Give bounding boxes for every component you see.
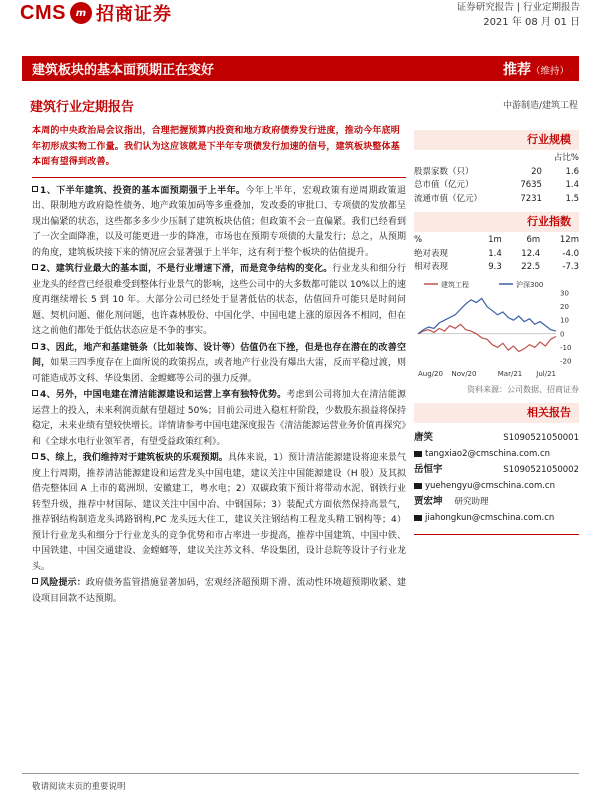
bullet-square-icon: [32, 264, 38, 270]
analyst-name: 贾宏坤: [414, 496, 443, 507]
bullet-square-icon: [32, 186, 38, 192]
row-label: 绝对表现: [414, 248, 449, 259]
paragraph-number: 3、: [40, 342, 56, 353]
analyst-email[interactable]: jiahongkun@cmschina.com.cn: [425, 513, 555, 523]
column-header: 6m: [526, 235, 541, 245]
industry-scale-table: [414, 152, 579, 206]
x-tick-label: Mar/21: [497, 369, 523, 378]
risk-lead: 风险提示：: [40, 578, 86, 588]
paragraph-5: [32, 451, 406, 575]
analyst-entry: [414, 430, 579, 462]
cell: 22.5: [521, 262, 541, 272]
x-tick-label: Nov/20: [451, 369, 477, 378]
legend-label: 建筑工程: [441, 280, 469, 289]
analyst-id: S1090521050001: [503, 433, 579, 443]
bullet-square-icon: [32, 578, 38, 584]
cell: -4.0: [562, 248, 579, 259]
analyst-email-row: [414, 510, 579, 526]
x-tick-label: Jul/21: [536, 369, 556, 378]
y-tick-label: -20: [560, 357, 572, 365]
industry-index-heading: 行业指数: [414, 212, 579, 232]
analyst-name: 岳恒宇: [414, 464, 443, 475]
paragraph-body: 具体来说，1）预计清洁能源建设将迎来景气度上行周期，推荐清洁能源建设和运营龙头中国电建，建议关注中国能源建设（H 股）及其拟借壳整体回 A 上市的葛洲坝、安徽建工，粤水电；2）双碳政策下预计将带动水泥、钢铁行业转型升级，推荐中材国际、建议关注中国中冶、中钢国际；3）装配式方面依然保持高景气，推荐钢结构制造龙头鸿路钢构,PC 龙头远大住工，建议关注钢结构工程龙头精工钢构等；4）预计行业龙头和细分于行业龙头的竞争优势和市占率进一步提高，推荐中国建筑、中国中铁、中国铁建、中国交通建设、金螳螂等，建议关注苏文科、华设集团，设计总院等设计子行业龙头。: [32, 453, 406, 572]
index-performance-chart: [414, 277, 579, 380]
paragraph-1: [32, 184, 406, 262]
table-row: [414, 248, 579, 262]
footer-divider: [22, 773, 579, 774]
paragraph-number: 5、: [40, 453, 56, 463]
paragraph-number: 2、: [40, 264, 56, 274]
report-body: [32, 124, 406, 608]
table-row: [414, 234, 579, 248]
sector-label: 中游制造/建筑工程: [502, 101, 578, 111]
row-label: 股票家数（只）: [414, 166, 474, 177]
row-pct: 1.5: [565, 193, 579, 204]
rating-value: 推荐: [502, 61, 531, 78]
email-icon: [414, 483, 422, 489]
rating: [503, 59, 569, 79]
abstract: 本周的中央政治局会议指出，合理把握预算内投资和地方政府债券发行进度，推动今年底明年初形成实物工作量。我们认为这应该就是下半年专项债发行加速的信号，建筑板块整体基本面有望得到改善。: [32, 124, 406, 178]
analyst-email[interactable]: tangxiao2@cmschina.com.cn: [425, 449, 551, 459]
logo-text: CMS: [20, 1, 66, 24]
industry-scale-heading: 行业规模: [414, 130, 579, 150]
report-type: 证券研究报告 | 行业定期报告: [456, 2, 580, 13]
column-header: 占比%: [553, 153, 579, 163]
paragraph-3: [32, 341, 406, 388]
series-line-建筑工程: [418, 324, 556, 351]
cell: 9.3: [488, 262, 502, 272]
table-row: [414, 166, 579, 180]
paragraph-number: 4、: [40, 390, 56, 400]
analyst-email-row: [414, 446, 579, 462]
paragraph-lead: 下半年建筑、投资的基本面预期强于上半年。: [56, 185, 246, 196]
paragraph-number: 1、: [40, 185, 57, 196]
footer-note: 敬请阅读末页的重要说明: [32, 782, 126, 792]
paragraph-lead: 另外，中国电建在清洁能源建设和运营上享有独特优势。: [55, 390, 287, 400]
company-logo: [20, 0, 172, 26]
bullet-square-icon: [32, 453, 38, 459]
bullet-square-icon: [32, 343, 38, 349]
analyst-id: S1090521050002: [503, 465, 579, 475]
logo-badge-icon: m: [70, 2, 92, 24]
analyst-header: [414, 494, 579, 510]
row-value: 7635: [520, 180, 542, 190]
row-value: 7231: [520, 193, 542, 204]
cell: 12.4: [521, 248, 541, 259]
analysts: [414, 430, 579, 535]
paragraph-4: [32, 388, 406, 450]
paragraph-body: 如果三四季度存在上面所说的政策拐点，或者地产行业没有爆出大雷，反而平稳过渡，则可能造成苏文科、华设集团、金螳螂等公司的强力反弹。: [32, 358, 406, 384]
analyst-id: 研究助理: [454, 497, 489, 507]
row-pct: 1.6: [565, 166, 579, 177]
y-tick-label: 30: [560, 289, 569, 297]
analyst-name: 唐笑: [414, 432, 434, 443]
column-header: 12m: [559, 235, 579, 245]
cell: 1.4: [488, 248, 502, 259]
table-row: [414, 152, 579, 166]
legend-label: 沪深300: [516, 280, 544, 289]
paragraph-body: 今年上半年，宏观政策有逆周期政策退出、限制地方政府隐性债务、地产政策加码等多重叠加，发改委的审批口、专项债的发放都呈现出偏紧的状态，这些都多多少少压制了建筑板块估值；但政策不会一直偏紧。我们已经看到了一次全面降准，以及可能更进一步的降准，市场也在预期专项债的大量发行；总之，从预期的角度，建筑板块接下来的情况应会显著强于上半年，这有利于整个板块的估值提升。: [32, 185, 406, 258]
column-header: %: [414, 235, 423, 245]
divider: [414, 534, 579, 535]
email-icon: [414, 515, 422, 521]
y-tick-label: 10: [560, 316, 569, 325]
table-row: [414, 179, 579, 193]
email-icon: [414, 451, 422, 457]
analyst-header: [414, 462, 579, 478]
chart-source: 资料来源：公司数据、招商证券: [467, 384, 579, 394]
cell: -7.3: [562, 262, 579, 272]
rating-note: （维持）: [530, 65, 569, 77]
row-label: 相对表现: [414, 262, 449, 272]
x-tick-label: Aug/20: [418, 369, 443, 378]
industry-index-table: [414, 234, 579, 275]
table-row: [414, 261, 579, 275]
analyst-entry: [414, 494, 579, 526]
paragraph-lead: 因此，地产和基建链条（比如装饰、设计等）估值仍在下挫，但是也存在潜在的改善空间，: [32, 342, 406, 368]
related-reports-heading: 相关报告: [414, 403, 579, 423]
report-date: 2021 年 08 月 01 日: [483, 17, 580, 28]
row-label: 总市值（亿元）: [414, 180, 474, 190]
row-pct: 1.4: [565, 180, 579, 190]
analyst-entry: [414, 462, 579, 494]
analyst-header: [414, 430, 579, 446]
analyst-email[interactable]: yuehengyu@cmschina.com.cn: [425, 481, 555, 491]
paragraph-body: 行业龙头和细分行业龙头的经营已经很难受到整体行业景气的影响，这些公司中的大多数都可能以 10%以上的速度再继续增长 5 到 10 年。大部分公司已经处于显著低估的状态，估值回升可能只是时间问题、契机问题、催化剂问题，也许森林股份、中国化学、中国电建上涨的原因各不相同，但在这之前他们都处于低估状态应是不争的事实。: [32, 264, 406, 336]
bullet-square-icon: [32, 390, 38, 396]
paragraph-body: 考虑到公司将加大在清洁能源运营上的投入，未来利润贡献有望超过 50%；目前公司进入稳杠杆阶段，少数股东损益将保持稳定，未来业绩有望较快增长。详情请参考中国电建深度报告《清洁能源运营业务价值再探究》和《全球水电行业领军者，有望受益政策红利》。: [32, 390, 406, 447]
risk-body: 政府债务监管措施显著加码，宏观经济超预期下滑、流动性环境超预期收紧、建设项目回款不达预期。: [32, 578, 406, 604]
report-title: 建筑板块的基本面预期正在变好: [32, 63, 215, 78]
y-tick-label: 0: [560, 329, 565, 338]
risk-warning: [32, 576, 406, 607]
y-tick-label: 20: [560, 302, 569, 311]
report-subtitle: 建筑行业定期报告: [30, 100, 135, 115]
logo-chinese-name: 招商证券: [95, 4, 172, 25]
report-meta: [457, 0, 580, 30]
row-value: 20: [531, 166, 542, 177]
row-label: 流通市值（亿元）: [414, 193, 483, 204]
title-banner: [22, 56, 579, 81]
chart-svg: [414, 277, 579, 380]
paragraph-2: [32, 262, 406, 340]
y-tick-label: -10: [560, 343, 572, 352]
column-header: 1m: [488, 235, 502, 245]
paragraph-lead: 建筑行业最大的基本面，不是行业增速下滑，而是竞争结构的变化。: [55, 264, 333, 274]
table-row: [414, 193, 579, 207]
paragraph-lead: 综上，我们维持对于建筑板块的乐观预期。: [55, 453, 228, 463]
analyst-email-row: [414, 478, 579, 494]
